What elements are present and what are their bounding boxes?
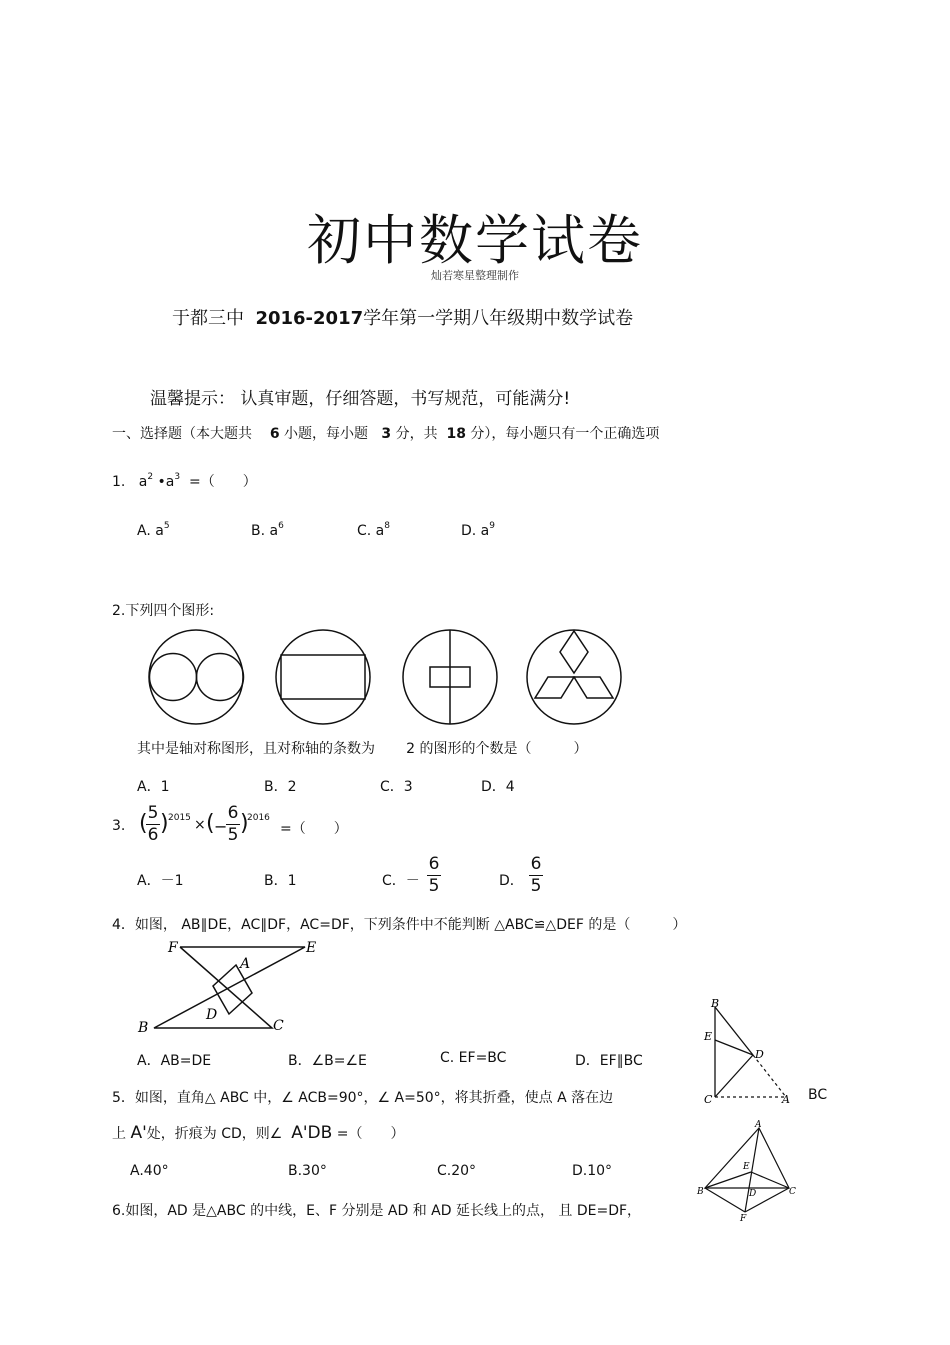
q5-option-c: C.20° [437, 1163, 477, 1179]
q3-option-c-label: C．－ [382, 873, 420, 889]
section-count: 6 [269, 426, 280, 442]
q5-option-a: A.40° [130, 1163, 169, 1179]
q5-figure-dashed [715, 1055, 786, 1097]
q3-fraction-1 [146, 805, 160, 844]
q6-label-e: E [743, 1162, 750, 1172]
q3-paren-close-2: ) [240, 811, 249, 836]
header-rest: 学年第一学期八年级期中数学试卷 [363, 308, 634, 329]
page-subtitle: 灿若寒星整理制作 [431, 269, 519, 282]
q3-fraction-1-den: 6 [147, 825, 159, 845]
q1-option-a-exp: 5 [163, 521, 170, 531]
q3-option-c-num: 6 [428, 854, 440, 874]
q4-figure-lines [154, 947, 305, 1028]
q1-exp-2: 3 [174, 472, 181, 482]
q3-option-d-label: D． [499, 873, 524, 889]
question-2: 2.下列四个图形: [112, 603, 215, 619]
q1-option-b-exp: 6 [278, 521, 284, 531]
q5-line2-a: 上 [112, 1126, 126, 1142]
q4-label-c: C [273, 1018, 284, 1034]
q1-option-d-label: D. a [461, 523, 490, 539]
q3-fraction-1-num: 5 [147, 803, 159, 823]
tip-text: 温馨提示： 认真审题，仔细答题，书写规范，可能满分! [150, 389, 571, 409]
header-years: 2016-2017 [255, 308, 364, 329]
q6-label-d: D [749, 1189, 757, 1199]
q1-tail: =（ ） [189, 474, 257, 490]
q3-option-d-fraction [529, 856, 543, 895]
q3-times: × [194, 817, 206, 833]
question-6: 6.如图，AD 是△ABC 的中线，E、F 分别是 AD 和 AD 延长线上的点， 且 DE=DF， [112, 1203, 642, 1219]
q3-exp-1: 2015 [168, 813, 191, 823]
q3-option-d-num: 6 [530, 854, 542, 874]
q3-fraction-2 [226, 805, 240, 844]
q1-exp-1: 2 [147, 472, 154, 482]
q4-label-b: B [138, 1020, 149, 1035]
q2-figure-4 [527, 630, 621, 724]
q2-stem-num: 2 [406, 741, 416, 757]
q3-exp-2: 2016 [247, 813, 270, 823]
q5-label-d: D [755, 1048, 764, 1061]
q6-label-f: F [740, 1214, 747, 1224]
q6-label-c: C [789, 1187, 796, 1197]
q2-stem [137, 738, 588, 758]
q4-option-a: A．AB=DE [137, 1053, 212, 1069]
q5-prime-a: A' [130, 1123, 147, 1143]
exam-header [172, 304, 633, 330]
section-text-d: 分），每小题只有一个正确选项 [470, 426, 660, 442]
q4-option-d: D．EF∥BC [575, 1053, 643, 1069]
section-heading [112, 423, 659, 443]
q1-option-b [251, 523, 284, 539]
q2-figure-3 [403, 630, 497, 724]
q4-option-b: B．∠B=∠E [288, 1053, 367, 1069]
page-title: 初中数学试卷 [307, 209, 643, 272]
question-5-line-1: 5．如图，直角△ ABC 中，∠ ACB=90°，∠ A=50°，将其折叠，使点 A 落在边 [112, 1090, 614, 1106]
q3-option-c-fraction [427, 856, 441, 895]
question-5-line-1-end: BC [808, 1087, 828, 1103]
q2-option-b: B．2 [264, 779, 297, 795]
q5-angle: A'DB [291, 1123, 333, 1143]
q6-label-b: B [697, 1187, 704, 1197]
q4-label-f: F [168, 940, 178, 956]
q2-figure-2 [276, 630, 370, 724]
q5-figure-lines [715, 1007, 753, 1097]
q3-neg: − [214, 817, 228, 836]
q5-label-c: C [704, 1093, 713, 1106]
q2-stem-a: 其中是轴对称图形，且对称轴的条数为 [137, 741, 375, 757]
q1-option-d [461, 523, 495, 539]
question-1 [112, 471, 257, 491]
q3-number: 3. [112, 818, 126, 834]
q3-fraction-2-den: 5 [227, 825, 239, 845]
q1-base-2: a [165, 474, 175, 490]
section-points: 3 [381, 426, 392, 442]
q4-figure [130, 935, 330, 1035]
section-text-b: 小题，每小题 [284, 426, 369, 442]
q5-label-b: B [711, 997, 720, 1010]
q2-stem-b: 的图形的个数是（ ） [419, 741, 588, 757]
q3-option-b: B．1 [264, 873, 297, 889]
q3-fraction-2-num: 6 [227, 803, 239, 823]
header-school: 于都三中 [172, 308, 244, 329]
q3-option-a: A．－1 [137, 873, 184, 889]
q5-option-d: D.10° [572, 1163, 613, 1179]
q3-paren-open-1: ( [139, 811, 148, 836]
q1-option-d-exp: 9 [489, 521, 495, 531]
q1-base-1: a [138, 474, 148, 490]
q5-label-a: A [782, 1093, 790, 1106]
q1-option-b-label: B. a [251, 523, 279, 539]
q4-label-e: E [306, 940, 317, 956]
q3-tail: =（ ） [280, 821, 348, 837]
q1-option-a-label: A. a [137, 523, 164, 539]
q4-label-a: A [240, 956, 251, 972]
q4-option-c: C. EF=BC [440, 1050, 507, 1066]
q2-figures [140, 625, 630, 730]
q3-option-d-den: 5 [530, 876, 542, 896]
question-5-line-2 [112, 1123, 404, 1143]
question-4: 4．如图， AB∥DE，AC∥DF，AC=DF，下列条件中不能判断 △ABC≌△DEF 的是（ ） [112, 917, 687, 933]
q2-option-d: D．4 [481, 779, 515, 795]
q1-number: 1. [112, 474, 126, 490]
q6-label-a: A [755, 1120, 762, 1130]
q2-option-c: C．3 [380, 779, 413, 795]
q5-label-e: E [704, 1030, 713, 1043]
q2-option-a: A．1 [137, 779, 170, 795]
q4-label-d: D [206, 1007, 218, 1023]
q1-dot: • [157, 474, 166, 490]
q5-figure [698, 995, 803, 1110]
q1-option-c-exp: 8 [384, 521, 390, 531]
q3-paren-close-1: ) [160, 811, 169, 836]
q3-paren-open-2: ( [206, 811, 215, 836]
q1-option-a [137, 523, 170, 539]
section-total: 18 [446, 426, 466, 442]
q1-option-c-label: C. a [357, 523, 385, 539]
q5-line2-b: 处，折痕为 CD，则∠ [146, 1126, 283, 1142]
q5-option-b: B.30° [288, 1163, 327, 1179]
q6-figure [693, 1117, 803, 1227]
q5-line2-c: =（ ） [336, 1126, 405, 1142]
q1-option-c [357, 523, 390, 539]
section-text-a: 一、选择题（本大题共 [112, 426, 252, 442]
q2-figure-1 [149, 630, 244, 724]
q3-option-c-den: 5 [428, 876, 440, 896]
section-text-c: 分，共 [395, 426, 438, 442]
